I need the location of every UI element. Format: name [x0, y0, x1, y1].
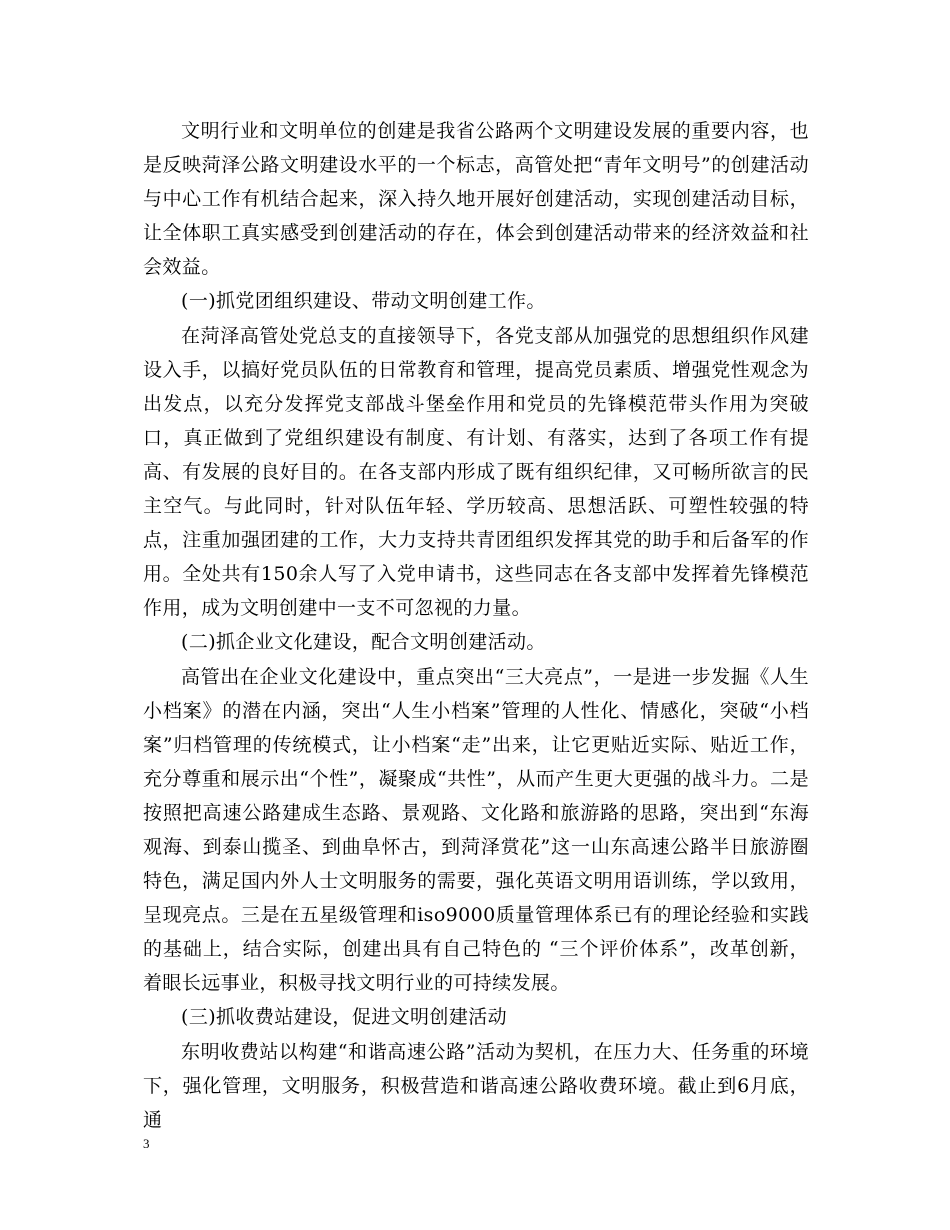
document-body — [143, 114, 809, 1137]
page-number: 3 — [143, 1136, 150, 1151]
paragraph-corporate-culture: 高管出在企业文化建设中，重点突出“三大亮点”，一是进一步发掘《人生小档案》的潜在内涵，突出“人生小档案”管理的人性化、情感化，突破“小档案”归档管理的传统模式，让小档案“走”出来，让它更贴近实际、贴近工作，充分尊重和展示出“个性”，凝聚成“共性”，从而产生更大更强的战斗力。二是按照把高速公路建成生态路、景观路、文化路和旅游路的思路，突出到“东海观海、到泰山揽圣、到曲阜怀古，到菏泽赏花”这一山东高速公路半日旅游圈特色，满足国内外人士文明服务的需要，强化英语文明用语训练，学以致用，呈现亮点。三是在五星级管理和iso9000质量管理体系已有的理论经验和实践的基础上，结合实际，创建出具有自己特色的 “三个评价体系”，改革创新，着眼长远事业，积极寻找文明行业的可持续发展。 — [143, 665, 809, 995]
section-heading-2: (二)抓企业文化建设，配合文明创建活动。 — [181, 631, 546, 654]
paragraph-intro: 文明行业和文明单位的创建是我省公路两个文明建设发展的重要内容，也是反映菏泽公路文明建设水平的一个标志，高管处把“青年文明号”的创建活动与中心工作有机结合起来，深入持久地开展好创建活动，实现创建活动目标，让全体职工真实感受到创建活动的存在，体会到创建活动带来的经济效益和社会效益。 — [143, 120, 809, 279]
paragraph-toll-station: 东明收费站以构建“和谐高速公路”活动为契机，在压力大、任务重的环境下，强化管理，文明服务，积极营造和谐高速公路收费环境。截止到6月底，通 — [143, 1040, 809, 1131]
section-heading-1: (一)抓党团组织建设、带动文明创建工作。 — [181, 290, 546, 313]
paragraph-party-building: 在菏泽高管处党总支的直接领导下，各党支部从加强党的思想组织作风建设入手，以搞好党员队伍的日常教育和管理，提高党员素质、增强党性观念为出发点，以充分发挥党支部战斗堡垒作用和党员的先锋模范带头作用为突破口，真正做到了党组织建设有制度、有计划、有落实，达到了各项工作有提高、有发展的良好目的。在各支部内形成了既有组织纪律，又可畅所欲言的民主空气。与此同时，针对队伍年轻、学历较高、思想活跃、可塑性较强的特点，注重加强团建的工作，大力支持共青团组织发挥其党的助手和后备军的作用。全处共有150余人写了入党申请书，这些同志在各支部中发挥着先锋模范作用，成为文明创建中一支不可忽视的力量。 — [143, 324, 809, 620]
section-heading-3: (三)抓收费站建设，促进文明创建活动 — [181, 1006, 508, 1029]
